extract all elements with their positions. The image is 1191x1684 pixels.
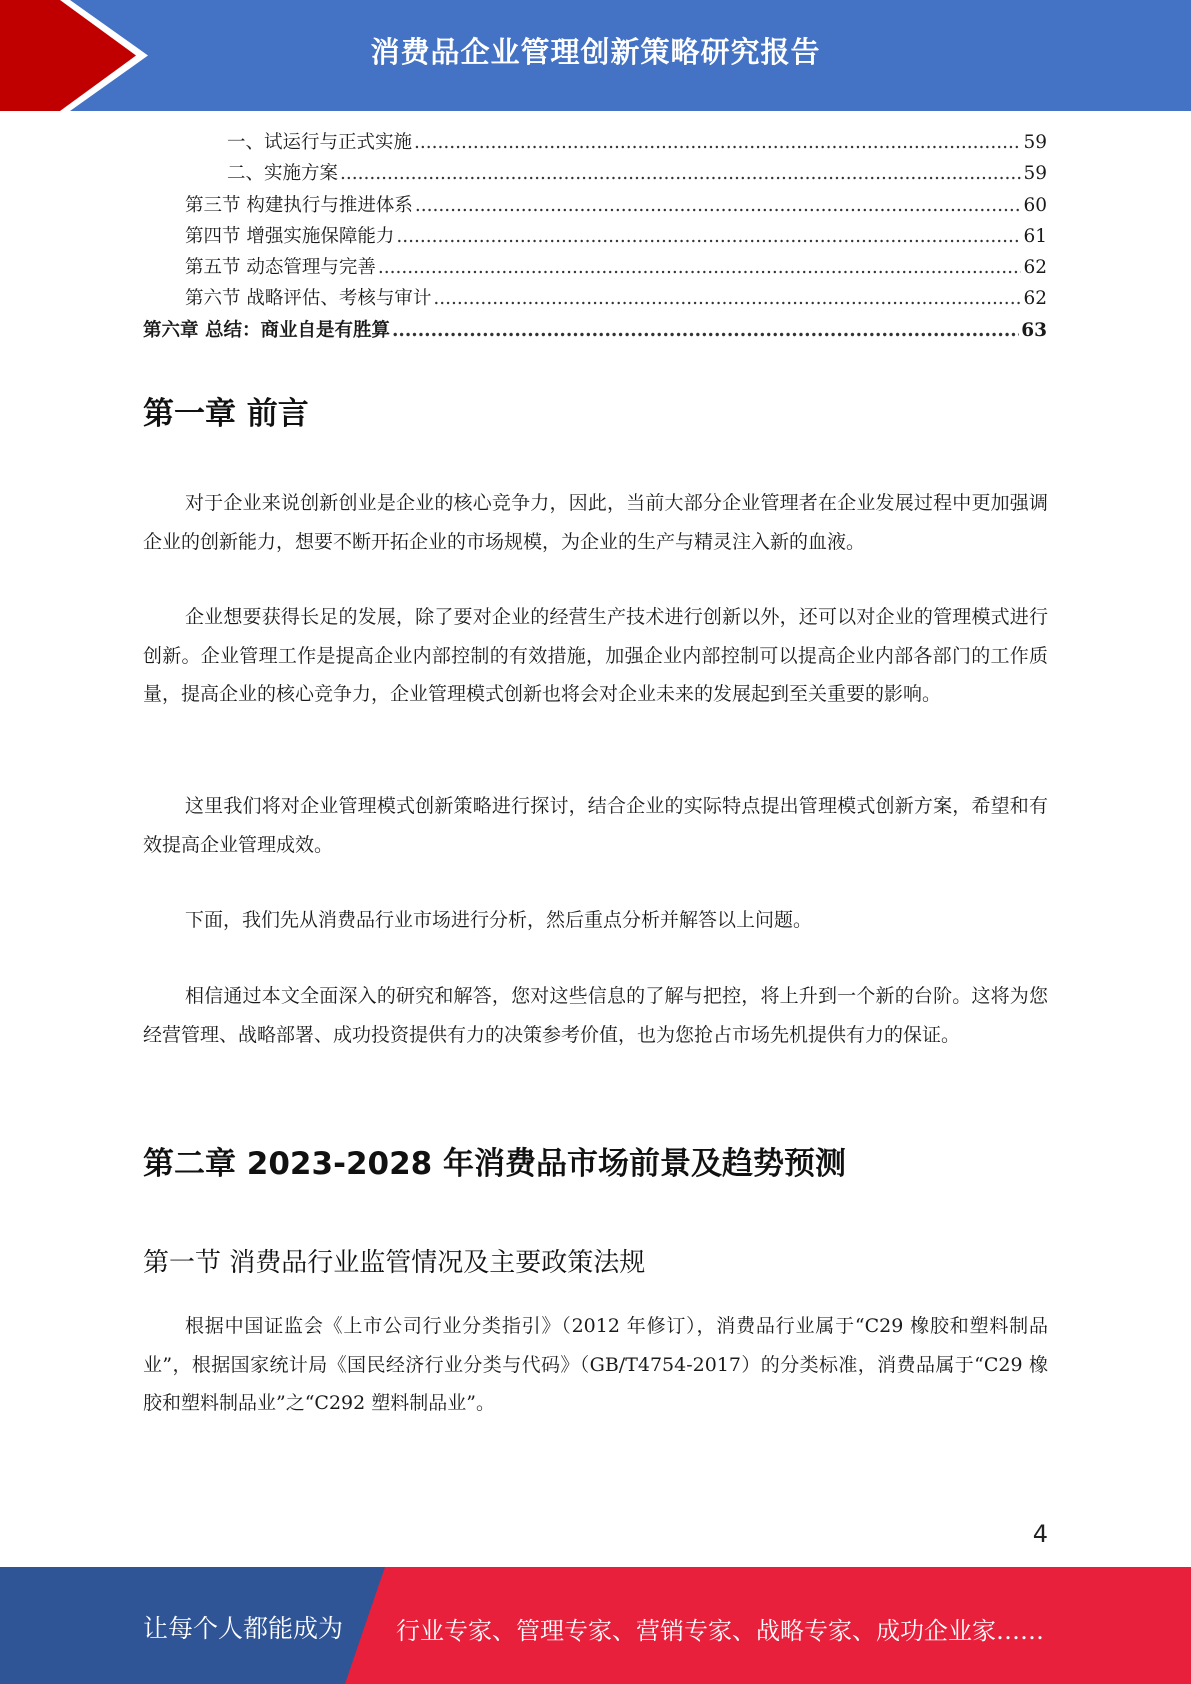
- toc-entry-page: 59: [1023, 132, 1047, 153]
- paragraph: 对于企业来说创新创业是企业的核心竞争力，因此，当前大部分企业管理者在企业发展过程中更加强调企业的创新能力，想要不断开拓企业的市场规模，为企业的生产与精灵注入新的血液。: [143, 492, 1048, 553]
- toc-entry-page: 60: [1023, 194, 1047, 216]
- toc-leader-dots: [433, 288, 1021, 309]
- chapter-1-title: 第一章 前言: [143, 396, 309, 432]
- paragraph: 根据中国证监会《上市公司行业分类指引》（2012 年修订），消费品行业属于“C29 橡胶和塑料制品业”，根据国家统计局《国民经济行业分类与代码》（GB/T4754-2017）的分类标准，消费品属于“C29 橡胶和塑料制品业”之“C292 塑料制品业”。: [143, 1315, 1048, 1414]
- toc-entry-page: 62: [1023, 288, 1047, 310]
- toc-entry-page: 59: [1023, 163, 1047, 185]
- toc-leader-dots: [414, 132, 1021, 153]
- toc-leader-dots: [415, 195, 1022, 216]
- paragraph: 这里我们将对企业管理模式创新策略进行探讨，结合企业的实际特点提出管理模式创新方案，希望和有效提高企业管理成效。: [143, 795, 1048, 856]
- toc-entry-label: 第五节 动态管理与完善: [185, 257, 376, 279]
- toc-entry[interactable]: [143, 128, 1047, 159]
- toc-entry-page: 62: [1023, 257, 1047, 279]
- toc-entry-label: 第六章 总结：商业自是有胜算: [143, 319, 390, 341]
- toc-entry[interactable]: [143, 159, 1047, 190]
- toc-entry-page: 63: [1021, 319, 1047, 341]
- toc-entry[interactable]: [143, 191, 1047, 222]
- section-1-title: 第一节 消费品行业监管情况及主要政策法规: [143, 1248, 646, 1278]
- toc-entry-label: 第四节 增强实施保障能力: [185, 225, 395, 247]
- toc-entry-label: 第六节 战略评估、考核与审计: [185, 288, 432, 310]
- toc-entry-label: 一、试运行与正式实施: [227, 132, 413, 153]
- page-number: 4: [1032, 1520, 1048, 1548]
- footer-slogan-left: 让每个人都能成为: [143, 1614, 344, 1643]
- table-of-contents: [143, 128, 1047, 347]
- toc-leader-dots: [392, 320, 1019, 341]
- page-footer: [0, 1567, 1191, 1684]
- toc-entry[interactable]: [143, 284, 1047, 315]
- toc-entry-page: 61: [1023, 225, 1047, 247]
- paragraph: 相信通过本文全面深入的研究和解答，您对这些信息的了解与把控，将上升到一个新的台阶。这将为您经营管理、战略部署、成功投资提供有力的决策参考价值，也为您抢占市场先机提供有力的保证。: [143, 985, 1048, 1046]
- toc-entry-label: 第三节 构建执行与推进体系: [185, 194, 413, 216]
- chapter-2-title: 第二章 2023-2028 年消费品市场前景及趋势预测: [143, 1146, 847, 1182]
- paragraph: 下面，我们先从消费品行业市场进行分析，然后重点分析并解答以上问题。: [185, 909, 813, 931]
- paragraph: 企业想要获得长足的发展，除了要对企业的经营生产技术进行创新以外，还可以对企业的管理模式进行创新。企业管理工作是提高企业内部控制的有效措施，加强企业内部控制可以提高企业内部各部门的工作质量，提高企业的核心竞争力，企业管理模式创新也将会对企业未来的发展起到至关重要的影响。: [143, 606, 1048, 705]
- toc-leader-dots: [396, 226, 1021, 247]
- toc-entry[interactable]: [143, 253, 1047, 284]
- page-header: [0, 0, 1191, 111]
- header-title: 消费品企业管理创新策略研究报告: [370, 35, 821, 69]
- toc-leader-dots: [378, 257, 1022, 278]
- toc-entry[interactable]: [143, 222, 1047, 253]
- toc-entry-label: 二、实施方案: [227, 163, 339, 185]
- footer-slogan-right: 行业专家、管理专家、营销专家、战略专家、成功企业家……: [396, 1617, 1044, 1645]
- toc-leader-dots: [340, 163, 1021, 184]
- toc-entry[interactable]: [143, 316, 1047, 347]
